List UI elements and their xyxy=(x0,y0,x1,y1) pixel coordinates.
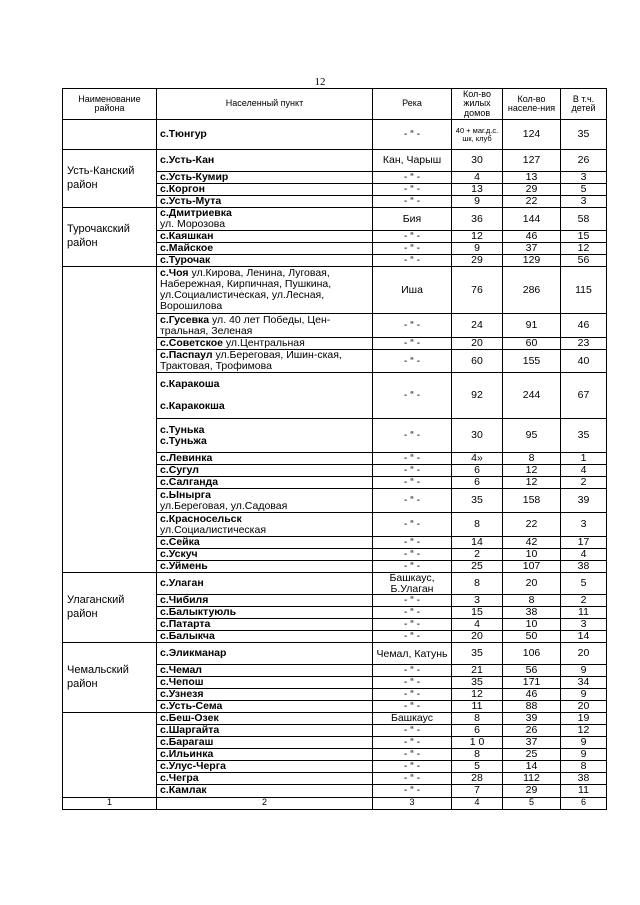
settlement-streets: с.Туньжа xyxy=(160,434,207,447)
settlement-title: с.Камлак xyxy=(160,784,207,797)
population-count: 144 xyxy=(503,208,561,231)
settlement-name xyxy=(157,477,373,489)
population-count: 129 xyxy=(503,255,561,267)
houses-count: 92 xyxy=(452,373,503,419)
settlement-name xyxy=(157,549,373,561)
houses-count: 6 xyxy=(452,725,503,737)
settlements-table xyxy=(62,88,607,810)
river-name: Кан, Чарыш xyxy=(373,150,452,172)
children-count: 5 xyxy=(561,184,607,196)
river-name: - “ - xyxy=(373,773,452,785)
settlement-name xyxy=(157,737,373,749)
river-name: - “ - xyxy=(373,373,452,419)
houses-count: 9 xyxy=(452,196,503,208)
header-row xyxy=(63,89,607,120)
river-name: - “ - xyxy=(373,761,452,773)
column-number: 4 xyxy=(452,797,503,809)
children-count: 58 xyxy=(561,208,607,231)
river-name: Башкаус, Б.Улаган xyxy=(373,573,452,595)
houses-count: 6 xyxy=(452,477,503,489)
houses-count: 13 xyxy=(452,184,503,196)
river-name: - “ - xyxy=(373,465,452,477)
column-number: 6 xyxy=(561,797,607,809)
settlement-title: с.Чибиля xyxy=(160,594,209,607)
settlement-title: с.Усть-Кумир xyxy=(160,171,229,183)
river-name: - “ - xyxy=(373,749,452,761)
settlement-title: с.Ускуч xyxy=(160,548,198,561)
river-name: - “ - xyxy=(373,619,452,631)
settlement-title: с.Салганда xyxy=(160,476,219,489)
settlement-title: с.Советское xyxy=(160,337,223,350)
settlement-streets: ул. 40 лет Победы, Цен-тральная, Зеленая xyxy=(160,313,331,337)
settlement-name xyxy=(157,701,373,713)
river-name: - “ - xyxy=(373,595,452,607)
houses-count: 8 xyxy=(452,513,503,537)
settlement-title: с.Беш-Озек xyxy=(160,712,219,725)
settlement-name xyxy=(157,677,373,689)
houses-count: 30 xyxy=(452,150,503,172)
settlement-title: с.Коргон xyxy=(160,183,205,196)
district-name: Улаганский район xyxy=(63,573,157,643)
population-count: 127 xyxy=(503,150,561,172)
district-name xyxy=(63,713,157,797)
settlement-name xyxy=(157,785,373,797)
table-row xyxy=(63,643,607,665)
settlement-name xyxy=(157,373,373,419)
river-name: - “ - xyxy=(373,513,452,537)
children-count: 3 xyxy=(561,196,607,208)
population-count: 13 xyxy=(503,172,561,184)
river-name: - “ - xyxy=(373,172,452,184)
settlement-name xyxy=(157,465,373,477)
settlement-name xyxy=(157,120,373,150)
population-count: 8 xyxy=(503,453,561,465)
houses-count: 4» xyxy=(452,453,503,465)
settlement-title: с.Тунька xyxy=(160,423,205,436)
houses-count: 20 xyxy=(452,338,503,350)
settlement-title: с.Каяшкан xyxy=(160,230,214,243)
district-name: Чемальский район xyxy=(63,643,157,713)
settlement-title: с.Турочак xyxy=(160,254,211,267)
river-name: - “ - xyxy=(373,631,452,643)
river-name: - “ - xyxy=(373,665,452,677)
settlement-title: с.Тюнгур xyxy=(160,127,207,140)
settlement-name xyxy=(157,255,373,267)
houses-count: 1 0 xyxy=(452,737,503,749)
population-count: 29 xyxy=(503,184,561,196)
children-count: 3 xyxy=(561,172,607,184)
children-count: 3 xyxy=(561,619,607,631)
settlement-title: с.Патарта xyxy=(160,618,211,631)
children-count: 9 xyxy=(561,749,607,761)
settlement-title: с.Усть-Кан xyxy=(160,153,215,166)
houses-count: 24 xyxy=(452,314,503,338)
header-population: Кол-во населе-ния xyxy=(503,89,561,120)
settlement-title: с.Ильинка xyxy=(160,748,214,761)
children-count: 4 xyxy=(561,549,607,561)
settlement-name xyxy=(157,573,373,595)
houses-count: 12 xyxy=(452,231,503,243)
settlement-streets: ул.Социалистическая xyxy=(160,523,267,536)
children-count: 20 xyxy=(561,701,607,713)
district-name: Усть-Канский район xyxy=(63,150,157,208)
river-name: Иша xyxy=(373,267,452,314)
river-name: - “ - xyxy=(373,725,452,737)
settlement-name xyxy=(157,713,373,725)
houses-count: 28 xyxy=(452,773,503,785)
children-count: 9 xyxy=(561,689,607,701)
table-row xyxy=(63,208,607,231)
children-count: 1 xyxy=(561,453,607,465)
population-count: 46 xyxy=(503,689,561,701)
settlement-name xyxy=(157,243,373,255)
river-name: Бия xyxy=(373,208,452,231)
settlement-title: с.Гусевка xyxy=(160,313,210,326)
settlement-name xyxy=(157,489,373,513)
settlement-title: с.Шаргайта xyxy=(160,724,220,737)
column-number: 5 xyxy=(503,797,561,809)
children-count: 3 xyxy=(561,513,607,537)
river-name: - “ - xyxy=(373,785,452,797)
river-name: Башкаус xyxy=(373,713,452,725)
river-name: - “ - xyxy=(373,607,452,619)
houses-count: 35 xyxy=(452,489,503,513)
settlement-name xyxy=(157,749,373,761)
children-count: 23 xyxy=(561,338,607,350)
river-name: - “ - xyxy=(373,677,452,689)
river-name: - “ - xyxy=(373,338,452,350)
river-name: - “ - xyxy=(373,255,452,267)
population-count: 26 xyxy=(503,725,561,737)
settlement-streets: ул.Береговая, ул.Садовая xyxy=(160,499,288,512)
houses-count: 15 xyxy=(452,607,503,619)
population-count: 25 xyxy=(503,749,561,761)
settlement-name xyxy=(157,537,373,549)
children-count: 4 xyxy=(561,465,607,477)
houses-count: 9 xyxy=(452,243,503,255)
header-river: Река xyxy=(373,89,452,120)
population-count: 22 xyxy=(503,196,561,208)
children-count: 35 xyxy=(561,120,607,150)
population-count: 38 xyxy=(503,607,561,619)
houses-count: 29 xyxy=(452,255,503,267)
settlement-title: с.Усть-Сема xyxy=(160,700,223,713)
population-count: 12 xyxy=(503,477,561,489)
settlement-name xyxy=(157,314,373,338)
settlement-name xyxy=(157,631,373,643)
houses-count: 4 xyxy=(452,619,503,631)
settlement-name xyxy=(157,761,373,773)
settlement-name xyxy=(157,338,373,350)
population-count: 124 xyxy=(503,120,561,150)
population-count: 10 xyxy=(503,619,561,631)
population-count: 8 xyxy=(503,595,561,607)
population-count: 155 xyxy=(503,350,561,373)
header-district: Наименование района xyxy=(63,89,157,120)
settlement-title: с.Каракоша xyxy=(160,378,220,391)
settlement-name xyxy=(157,773,373,785)
settlement-name xyxy=(157,607,373,619)
houses-count: 40 + маг.д.с. шк, клуб xyxy=(452,120,503,150)
children-count: 46 xyxy=(561,314,607,338)
population-count: 88 xyxy=(503,701,561,713)
settlement-name xyxy=(157,208,373,231)
population-count: 29 xyxy=(503,785,561,797)
children-count: 34 xyxy=(561,677,607,689)
children-count: 38 xyxy=(561,773,607,785)
children-count: 17 xyxy=(561,537,607,549)
children-count: 14 xyxy=(561,631,607,643)
population-count: 20 xyxy=(503,573,561,595)
table-row xyxy=(63,120,607,150)
population-count: 22 xyxy=(503,513,561,537)
houses-count: 8 xyxy=(452,749,503,761)
population-count: 10 xyxy=(503,549,561,561)
population-count: 91 xyxy=(503,314,561,338)
river-name: - “ - xyxy=(373,477,452,489)
settlement-streets: ул. Морозова xyxy=(160,218,226,231)
settlement-title: с.Ынырга xyxy=(160,488,211,501)
population-count: 95 xyxy=(503,419,561,453)
houses-count: 6 xyxy=(452,465,503,477)
children-count: 9 xyxy=(561,665,607,677)
river-name: - “ - xyxy=(373,453,452,465)
children-count: 20 xyxy=(561,643,607,665)
children-count: 12 xyxy=(561,725,607,737)
river-name: - “ - xyxy=(373,737,452,749)
settlement-title: с.Чемал xyxy=(160,664,202,677)
settlement-title: с.Майское xyxy=(160,242,214,255)
houses-count: 76 xyxy=(452,267,503,314)
children-count: 11 xyxy=(561,785,607,797)
table-row xyxy=(63,713,607,725)
table-row xyxy=(63,267,607,314)
river-name: - “ - xyxy=(373,549,452,561)
settlement-title: с.Сейка xyxy=(160,536,200,549)
population-count: 14 xyxy=(503,761,561,773)
river-name: - “ - xyxy=(373,243,452,255)
settlement-name xyxy=(157,267,373,314)
settlement-title: с.Усть-Мута xyxy=(160,195,222,208)
houses-count: 30 xyxy=(452,419,503,453)
settlement-name xyxy=(157,689,373,701)
houses-count: 25 xyxy=(452,561,503,573)
settlement-streets: ул.Центральная xyxy=(223,337,305,350)
children-count: 39 xyxy=(561,489,607,513)
settlement-streets: ул.Кирова, Ленина, Луговая, Набережная, Кирпичная, Пушкина, ул.Социалистическая, ул.Лесная, Ворошилова xyxy=(160,267,332,313)
settlement-title: с.Паспаул xyxy=(160,349,213,362)
settlement-title: с.Сугул xyxy=(160,464,199,477)
population-count: 46 xyxy=(503,231,561,243)
settlement-title: с.Узнезя xyxy=(160,688,204,701)
houses-count: 8 xyxy=(452,573,503,595)
river-name: - “ - xyxy=(373,489,452,513)
river-name: - “ - xyxy=(373,561,452,573)
settlement-name xyxy=(157,150,373,172)
river-name: - “ - xyxy=(373,231,452,243)
children-count: 38 xyxy=(561,561,607,573)
houses-count: 2 xyxy=(452,549,503,561)
houses-count: 7 xyxy=(452,785,503,797)
district-name xyxy=(63,267,157,573)
children-count: 26 xyxy=(561,150,607,172)
river-name: - “ - xyxy=(373,350,452,373)
houses-count: 36 xyxy=(452,208,503,231)
houses-count: 14 xyxy=(452,537,503,549)
river-name: - “ - xyxy=(373,537,452,549)
settlement-streets: с.Каракокша xyxy=(160,400,225,413)
settlement-name xyxy=(157,419,373,453)
children-count: 5 xyxy=(561,573,607,595)
settlement-name xyxy=(157,595,373,607)
population-count: 39 xyxy=(503,713,561,725)
column-number: 2 xyxy=(157,797,373,809)
population-count: 50 xyxy=(503,631,561,643)
settlement-name xyxy=(157,665,373,677)
settlement-name xyxy=(157,231,373,243)
population-count: 107 xyxy=(503,561,561,573)
header-settlement: Населенный пункт xyxy=(157,89,373,120)
population-count: 37 xyxy=(503,243,561,255)
population-count: 60 xyxy=(503,338,561,350)
header-children: В т.ч. детей xyxy=(561,89,607,120)
settlement-title: с.Дмитриевка xyxy=(160,207,232,220)
settlement-title: с.Улус-Черга xyxy=(160,760,226,773)
settlement-title: с.Барагаш xyxy=(160,736,214,749)
column-number-row xyxy=(63,797,607,809)
settlement-name xyxy=(157,184,373,196)
children-count: 15 xyxy=(561,231,607,243)
settlement-streets: ул.Береговая, Ишин-ская, Трактовая, Трофимова xyxy=(160,349,342,373)
settlement-name xyxy=(157,619,373,631)
settlement-name xyxy=(157,725,373,737)
children-count: 8 xyxy=(561,761,607,773)
settlement-name xyxy=(157,561,373,573)
settlement-title: с.Эликманар xyxy=(160,647,227,660)
children-count: 11 xyxy=(561,607,607,619)
river-name: - “ - xyxy=(373,701,452,713)
houses-count: 5 xyxy=(452,761,503,773)
settlement-title: с.Балыкча xyxy=(160,630,215,643)
river-name: - “ - xyxy=(373,314,452,338)
district-name xyxy=(63,120,157,150)
houses-count: 8 xyxy=(452,713,503,725)
table-row xyxy=(63,573,607,595)
settlement-title: с.Уймень xyxy=(160,560,208,573)
settlement-name xyxy=(157,350,373,373)
population-count: 56 xyxy=(503,665,561,677)
population-count: 106 xyxy=(503,643,561,665)
population-count: 12 xyxy=(503,465,561,477)
settlement-title: с.Чоя xyxy=(160,267,189,280)
population-count: 286 xyxy=(503,267,561,314)
settlement-title: с.Чегра xyxy=(160,772,199,785)
settlement-name xyxy=(157,453,373,465)
children-count: 2 xyxy=(561,477,607,489)
population-count: 244 xyxy=(503,373,561,419)
children-count: 2 xyxy=(561,595,607,607)
column-number: 3 xyxy=(373,797,452,809)
children-count: 40 xyxy=(561,350,607,373)
settlement-name xyxy=(157,172,373,184)
houses-count: 3 xyxy=(452,595,503,607)
houses-count: 60 xyxy=(452,350,503,373)
population-count: 37 xyxy=(503,737,561,749)
river-name: - “ - xyxy=(373,419,452,453)
district-name: Турочакский район xyxy=(63,208,157,267)
settlement-title: с.Красносельск xyxy=(160,512,242,525)
population-count: 171 xyxy=(503,677,561,689)
children-count: 19 xyxy=(561,713,607,725)
river-name: Чемал, Катунь xyxy=(373,643,452,665)
river-name: - “ - xyxy=(373,689,452,701)
houses-count: 4 xyxy=(452,172,503,184)
population-count: 112 xyxy=(503,773,561,785)
houses-count: 12 xyxy=(452,689,503,701)
river-name: - “ - xyxy=(373,196,452,208)
settlement-name xyxy=(157,513,373,537)
settlement-title: с.Балыктуюль xyxy=(160,606,237,619)
river-name: - “ - xyxy=(373,184,452,196)
settlement-name xyxy=(157,643,373,665)
settlement-title: с.Левинка xyxy=(160,452,213,465)
settlement-title: с.Улаган xyxy=(160,577,204,590)
houses-count: 20 xyxy=(452,631,503,643)
children-count: 12 xyxy=(561,243,607,255)
houses-count: 11 xyxy=(452,701,503,713)
children-count: 56 xyxy=(561,255,607,267)
settlement-name xyxy=(157,196,373,208)
table-row xyxy=(63,150,607,172)
children-count: 115 xyxy=(561,267,607,314)
children-count: 35 xyxy=(561,419,607,453)
settlement-title: с.Чепош xyxy=(160,676,204,689)
children-count: 67 xyxy=(561,373,607,419)
column-number: 1 xyxy=(63,797,157,809)
population-count: 42 xyxy=(503,537,561,549)
page-number: 12 xyxy=(314,76,326,88)
population-count: 158 xyxy=(503,489,561,513)
river-name: - “ - xyxy=(373,120,452,150)
houses-count: 21 xyxy=(452,665,503,677)
children-count: 9 xyxy=(561,737,607,749)
header-houses: Кол-во жилых домов xyxy=(452,89,503,120)
houses-count: 35 xyxy=(452,643,503,665)
houses-count: 35 xyxy=(452,677,503,689)
